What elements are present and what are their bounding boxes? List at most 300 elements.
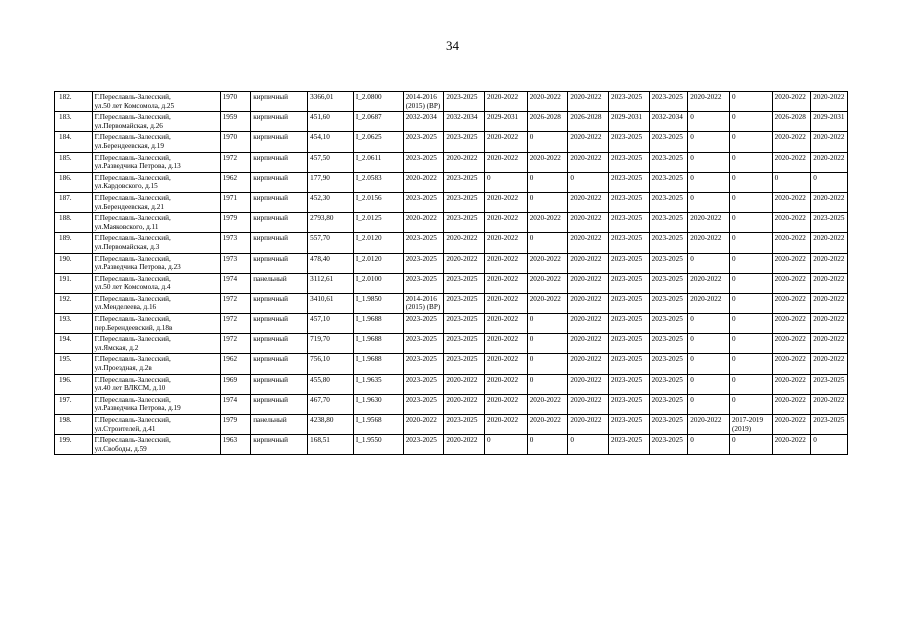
term-col-7: 2023-2025 (649, 172, 688, 192)
address-city: Г.Переславль-Залесский, (94, 335, 171, 344)
address (92, 92, 220, 112)
term-col-2: 2023-2025 (444, 132, 485, 152)
term-col-5: 2020-2022 (568, 293, 609, 313)
term-col-6: 2029-2031 (609, 112, 650, 132)
term-col-4: 0 (527, 374, 568, 394)
term-col-4: 0 (527, 354, 568, 374)
term-col-9: 0 (729, 172, 772, 192)
term-col-9: 0 (729, 435, 772, 455)
total-area: 467,70 (308, 394, 354, 414)
term-col-5: 2026-2028 (568, 112, 609, 132)
term-col-2: 2023-2025 (444, 354, 485, 374)
term-col-5: 2020-2022 (568, 192, 609, 212)
term-col-1: 2023-2025 (403, 253, 444, 273)
term-col-1: 2020-2022 (403, 172, 444, 192)
term-col-8: 0 (688, 374, 730, 394)
term-col-11: 2020-2022 (811, 253, 848, 273)
priority-index: I_1.9688 (353, 354, 403, 374)
term-col-11: 2023-2025 (811, 415, 848, 435)
priority-index: I_2.0583 (353, 172, 403, 192)
term-col-11: 2020-2022 (811, 132, 848, 152)
term-col-2: 2023-2025 (444, 334, 485, 354)
build-year: 1972 (220, 334, 251, 354)
build-year: 1963 (220, 435, 251, 455)
total-area: 457,50 (308, 152, 354, 172)
term-col-9: 0 (729, 192, 772, 212)
address-city: Г.Переславль-Залесский, (94, 355, 171, 364)
term-col-6: 2023-2025 (609, 354, 650, 374)
term-col-10: 2020-2022 (772, 233, 811, 253)
term-col-3: 2029-2031 (485, 112, 528, 132)
term-col-6: 2023-2025 (609, 273, 650, 293)
term-col-5: 2020-2022 (568, 132, 609, 152)
term-col-11: 2020-2022 (811, 293, 848, 313)
term-col-4: 0 (527, 233, 568, 253)
priority-index: I_1.9688 (353, 314, 403, 334)
term-col-6: 2023-2025 (609, 213, 650, 233)
term-col-1: 2023-2025 (403, 273, 444, 293)
row-number: 195. (55, 354, 93, 374)
build-year: 1970 (220, 132, 251, 152)
table-row (55, 435, 848, 455)
build-year: 1959 (220, 112, 251, 132)
term-col-11: 2020-2022 (811, 394, 848, 414)
term-col-4: 2020-2022 (527, 415, 568, 435)
term-col-4: 2020-2022 (527, 213, 568, 233)
term-col-1: 2023-2025 (403, 394, 444, 414)
term-col-4: 0 (527, 314, 568, 334)
total-area: 2793,80 (308, 213, 354, 233)
term-col-6: 2023-2025 (609, 374, 650, 394)
term-col-7: 2023-2025 (649, 132, 688, 152)
term-col-2: 2020-2022 (444, 374, 485, 394)
term-col-9: 0 (729, 132, 772, 152)
address (92, 152, 220, 172)
address-city: Г.Переславль-Залесский, (94, 93, 171, 101)
term-col-1: 2032-2034 (403, 112, 444, 132)
address-street: ул.Ямская, д.2 (94, 343, 139, 352)
wall-material: кирпичный (251, 233, 308, 253)
address-street: ул.Первомайская, д.3 (94, 242, 160, 251)
table-row (55, 293, 848, 313)
term-col-3: 2020-2022 (485, 132, 528, 152)
build-year: 1962 (220, 172, 251, 192)
table-row (55, 334, 848, 354)
term-col-10: 2020-2022 (772, 354, 811, 374)
wall-material: панельный (251, 415, 308, 435)
term-col-4: 0 (527, 132, 568, 152)
term-col-10: 2020-2022 (772, 435, 811, 455)
term-col-9: 0 (729, 112, 772, 132)
priority-index: I_2.0120 (353, 253, 403, 273)
address-street: ул.Берендеевская, д.19 (94, 141, 164, 150)
term-col-10: 2020-2022 (772, 394, 811, 414)
total-area: 457,10 (308, 314, 354, 334)
term-col-2: 2020-2022 (444, 253, 485, 273)
address-city: Г.Переславль-Залесский, (94, 416, 171, 424)
term-col-4: 0 (527, 334, 568, 354)
term-col-6: 2023-2025 (609, 152, 650, 172)
wall-material: кирпичный (251, 92, 308, 112)
term-col-10: 2020-2022 (772, 374, 811, 394)
address-street: ул.Берендеевская, д.21 (94, 202, 164, 211)
term-col-9: 0 (729, 233, 772, 253)
term-col-11: 2020-2022 (811, 334, 848, 354)
wall-material: кирпичный (251, 394, 308, 414)
term-col-6: 2023-2025 (609, 172, 650, 192)
term-col-5: 2020-2022 (568, 374, 609, 394)
wall-material: кирпичный (251, 354, 308, 374)
wall-material: кирпичный (251, 213, 308, 233)
term-col-11: 0 (811, 172, 848, 192)
term-col-4: 2020-2022 (527, 394, 568, 414)
term-col-1: 2023-2025 (403, 152, 444, 172)
term-col-10: 2020-2022 (772, 415, 811, 435)
address-street: ул.Разведчика Петрова, д.13 (94, 162, 181, 171)
term-col-8: 2020-2022 (688, 213, 730, 233)
address-street: ул.Менделеева, д.16 (94, 303, 157, 312)
term-col-1: 2014-2016 (2015) (ВР) (403, 293, 444, 313)
term-col-8: 0 (688, 152, 730, 172)
address-city: Г.Переславль-Залесский, (94, 315, 171, 324)
term-col-2: 2023-2025 (444, 314, 485, 334)
row-number: 190. (55, 253, 93, 273)
term-col-2: 2023-2025 (444, 273, 485, 293)
priority-index: I_2.0611 (353, 152, 403, 172)
term-col-5: 0 (568, 435, 609, 455)
term-col-7: 2023-2025 (649, 152, 688, 172)
address-street: ул.Проездная, д.2в (94, 364, 152, 373)
row-number: 185. (55, 152, 93, 172)
address-city: Г.Переславль-Залесский, (94, 234, 171, 243)
term-col-7: 2023-2025 (649, 92, 688, 112)
term-col-10: 2020-2022 (772, 192, 811, 212)
term-col-5: 0 (568, 172, 609, 192)
build-year: 1974 (220, 394, 251, 414)
address (92, 394, 220, 414)
term-col-3: 2020-2022 (485, 394, 528, 414)
term-col-1: 2020-2022 (403, 415, 444, 435)
priority-index: I_1.9635 (353, 374, 403, 394)
term-col-8: 2020-2022 (688, 92, 730, 112)
table-row (55, 253, 848, 273)
term-col-8: 0 (688, 172, 730, 192)
build-year: 1973 (220, 233, 251, 253)
term-col-5: 2020-2022 (568, 92, 609, 112)
term-col-1: 2023-2025 (403, 435, 444, 455)
term-col-9: 0 (729, 273, 772, 293)
term-col-6: 2023-2025 (609, 435, 650, 455)
term-col-6: 2023-2025 (609, 192, 650, 212)
term-col-4: 2020-2022 (527, 293, 568, 313)
term-col-10: 2020-2022 (772, 152, 811, 172)
wall-material: кирпичный (251, 172, 308, 192)
table-row (55, 415, 848, 435)
term-col-7: 2023-2025 (649, 293, 688, 313)
table-row (55, 394, 848, 414)
term-col-2: 2020-2022 (444, 394, 485, 414)
priority-index: I_1.9850 (353, 293, 403, 313)
address (92, 354, 220, 374)
address (92, 213, 220, 233)
term-col-6: 2023-2025 (609, 293, 650, 313)
build-year: 1979 (220, 213, 251, 233)
address-city: Г.Переславль-Залесский, (94, 173, 171, 182)
term-col-9: 0 (729, 334, 772, 354)
wall-material: кирпичный (251, 112, 308, 132)
term-col-5: 2020-2022 (568, 213, 609, 233)
address-street: ул.Строителей, д.41 (94, 424, 156, 433)
address (92, 435, 220, 455)
priority-index: I_2.0625 (353, 132, 403, 152)
term-col-1: 2020-2022 (403, 213, 444, 233)
term-col-3: 2020-2022 (485, 152, 528, 172)
total-area: 454,10 (308, 132, 354, 152)
term-col-3: 2020-2022 (485, 253, 528, 273)
term-col-10: 2020-2022 (772, 213, 811, 233)
address (92, 233, 220, 253)
row-number: 182. (55, 92, 93, 112)
term-col-3: 2020-2022 (485, 415, 528, 435)
term-col-11: 2020-2022 (811, 152, 848, 172)
term-col-5: 2020-2022 (568, 334, 609, 354)
term-col-5: 2020-2022 (568, 354, 609, 374)
row-number: 186. (55, 172, 93, 192)
priority-index: I_1.9630 (353, 394, 403, 414)
address-city: Г.Переславль-Залесский, (94, 113, 171, 122)
address-city: Г.Переславль-Залесский, (94, 436, 171, 445)
total-area: 3112,61 (308, 273, 354, 293)
address (92, 172, 220, 192)
term-col-2: 2020-2022 (444, 435, 485, 455)
address-street: ул.50 лет Комсомола, д.25 (94, 101, 175, 110)
term-col-10: 2020-2022 (772, 314, 811, 334)
address-street: ул.Кардовского, д.15 (94, 182, 158, 191)
build-year: 1972 (220, 152, 251, 172)
build-year: 1974 (220, 273, 251, 293)
term-col-1: 2014-2016 (2015) (ВР) (403, 92, 444, 112)
page-number: 34 (446, 38, 459, 53)
address-city: Г.Переславль-Залесский, (94, 294, 171, 303)
term-col-7: 2023-2025 (649, 192, 688, 212)
address (92, 334, 220, 354)
term-col-3: 2020-2022 (485, 92, 528, 112)
build-year: 1962 (220, 354, 251, 374)
term-col-1: 2023-2025 (403, 192, 444, 212)
term-col-11: 2020-2022 (811, 273, 848, 293)
term-col-8: 0 (688, 253, 730, 273)
total-area: 452,30 (308, 192, 354, 212)
row-number: 196. (55, 374, 93, 394)
term-col-8: 0 (688, 132, 730, 152)
term-col-6: 2023-2025 (609, 394, 650, 414)
term-col-7: 2023-2025 (649, 314, 688, 334)
term-col-8: 0 (688, 192, 730, 212)
wall-material: кирпичный (251, 334, 308, 354)
total-area: 557,70 (308, 233, 354, 253)
table-row (55, 374, 848, 394)
term-col-10: 2026-2028 (772, 112, 811, 132)
term-col-2: 2023-2025 (444, 415, 485, 435)
term-col-2: 2023-2025 (444, 293, 485, 313)
term-col-6: 2023-2025 (609, 415, 650, 435)
priority-index: I_1.9688 (353, 334, 403, 354)
wall-material: кирпичный (251, 374, 308, 394)
term-col-3: 2020-2022 (485, 293, 528, 313)
priority-index: I_2.0800 (353, 92, 403, 112)
term-col-11: 2020-2022 (811, 354, 848, 374)
row-number: 198. (55, 415, 93, 435)
table-row (55, 314, 848, 334)
housing-register-table (54, 91, 848, 455)
address-city: Г.Переславль-Залесский, (94, 395, 171, 404)
wall-material: кирпичный (251, 314, 308, 334)
address-street: ул.Разведчика Петрова, д.19 (94, 404, 181, 413)
term-col-4: 0 (527, 435, 568, 455)
table-row (55, 354, 848, 374)
term-col-9: 0 (729, 92, 772, 112)
term-col-2: 2023-2025 (444, 92, 485, 112)
address-city: Г.Переславль-Залесский, (94, 153, 171, 162)
term-col-8: 0 (688, 435, 730, 455)
build-year: 1973 (220, 253, 251, 273)
term-col-8: 0 (688, 112, 730, 132)
row-number: 187. (55, 192, 93, 212)
wall-material: кирпичный (251, 192, 308, 212)
table-row (55, 172, 848, 192)
term-col-11: 2020-2022 (811, 314, 848, 334)
term-col-11: 2023-2025 (811, 213, 848, 233)
term-col-6: 2023-2025 (609, 233, 650, 253)
total-area: 455,80 (308, 374, 354, 394)
row-number: 193. (55, 314, 93, 334)
build-year: 1971 (220, 192, 251, 212)
table-row (55, 233, 848, 253)
address-street: ул.Маяковского, д.11 (94, 222, 159, 231)
term-col-5: 2020-2022 (568, 233, 609, 253)
term-col-7: 2023-2025 (649, 435, 688, 455)
term-col-2: 2020-2022 (444, 233, 485, 253)
term-col-8: 2020-2022 (688, 233, 730, 253)
term-col-2: 2032-2034 (444, 112, 485, 132)
term-col-9: 0 (729, 253, 772, 273)
total-area: 478,40 (308, 253, 354, 273)
term-col-4: 0 (527, 192, 568, 212)
table-row (55, 152, 848, 172)
term-col-10: 2020-2022 (772, 92, 811, 112)
term-col-5: 2020-2022 (568, 273, 609, 293)
build-year: 1969 (220, 374, 251, 394)
term-col-2: 2023-2025 (444, 213, 485, 233)
total-area: 756,10 (308, 354, 354, 374)
term-col-10: 2020-2022 (772, 132, 811, 152)
address-city: Г.Переславль-Залесский, (94, 274, 171, 283)
term-col-1: 2023-2025 (403, 233, 444, 253)
total-area: 4238,80 (308, 415, 354, 435)
address (92, 273, 220, 293)
wall-material: кирпичный (251, 435, 308, 455)
address (92, 192, 220, 212)
row-number: 197. (55, 394, 93, 414)
term-col-10: 0 (772, 172, 811, 192)
priority-index: I_2.0100 (353, 273, 403, 293)
address-street: ул.Свободы, д.59 (94, 444, 147, 453)
address-street: пер.Берендеевский, д.18в (94, 323, 173, 332)
address-city: Г.Переславль-Залесский, (94, 193, 171, 202)
term-col-7: 2023-2025 (649, 374, 688, 394)
term-col-4: 2020-2022 (527, 253, 568, 273)
table-row (55, 112, 848, 132)
term-col-10: 2020-2022 (772, 334, 811, 354)
term-col-3: 2020-2022 (485, 354, 528, 374)
table-row (55, 92, 848, 112)
wall-material: кирпичный (251, 132, 308, 152)
term-col-1: 2023-2025 (403, 132, 444, 152)
address-city: Г.Переславль-Залесский, (94, 375, 171, 384)
term-col-6: 2023-2025 (609, 334, 650, 354)
term-col-7: 2023-2025 (649, 334, 688, 354)
priority-index: I_1.9568 (353, 415, 403, 435)
term-col-3: 2020-2022 (485, 374, 528, 394)
term-col-11: 2029-2031 (811, 112, 848, 132)
term-col-1: 2023-2025 (403, 354, 444, 374)
address (92, 253, 220, 273)
address (92, 293, 220, 313)
term-col-6: 2023-2025 (609, 92, 650, 112)
term-col-8: 0 (688, 354, 730, 374)
address-street: ул.50 лет Комсомола, д.4 (94, 283, 171, 292)
row-number: 184. (55, 132, 93, 152)
term-col-9: 0 (729, 314, 772, 334)
term-col-7: 2023-2025 (649, 253, 688, 273)
build-year: 1972 (220, 314, 251, 334)
address-city: Г.Переславль-Залесский, (94, 254, 171, 263)
row-number: 183. (55, 112, 93, 132)
address-street: ул.40 лет ВЛКСМ, д.10 (94, 384, 166, 393)
term-col-11: 2020-2022 (811, 192, 848, 212)
build-year: 1970 (220, 92, 251, 112)
term-col-6: 2023-2025 (609, 132, 650, 152)
term-col-2: 2023-2025 (444, 172, 485, 192)
total-area: 3366,01 (308, 92, 354, 112)
term-col-9: 0 (729, 374, 772, 394)
address-city: Г.Переславль-Залесский, (94, 133, 171, 142)
term-col-7: 2023-2025 (649, 394, 688, 414)
term-col-7: 2023-2025 (649, 354, 688, 374)
term-col-9: 0 (729, 293, 772, 313)
build-year: 1979 (220, 415, 251, 435)
term-col-8: 0 (688, 314, 730, 334)
term-col-5: 2020-2022 (568, 314, 609, 334)
term-col-9: 0 (729, 152, 772, 172)
term-col-2: 2023-2025 (444, 192, 485, 212)
term-col-1: 2023-2025 (403, 334, 444, 354)
total-area: 451,60 (308, 112, 354, 132)
term-col-3: 0 (485, 172, 528, 192)
term-col-9: 0 (729, 213, 772, 233)
term-col-7: 2023-2025 (649, 213, 688, 233)
term-col-5: 2020-2022 (568, 152, 609, 172)
address (92, 132, 220, 152)
term-col-7: 2023-2025 (649, 273, 688, 293)
table-row (55, 132, 848, 152)
table-body (55, 92, 848, 455)
table-row (55, 213, 848, 233)
address (92, 374, 220, 394)
term-col-11: 2020-2022 (811, 233, 848, 253)
priority-index: I_2.0125 (353, 213, 403, 233)
term-col-4: 2026-2028 (527, 112, 568, 132)
